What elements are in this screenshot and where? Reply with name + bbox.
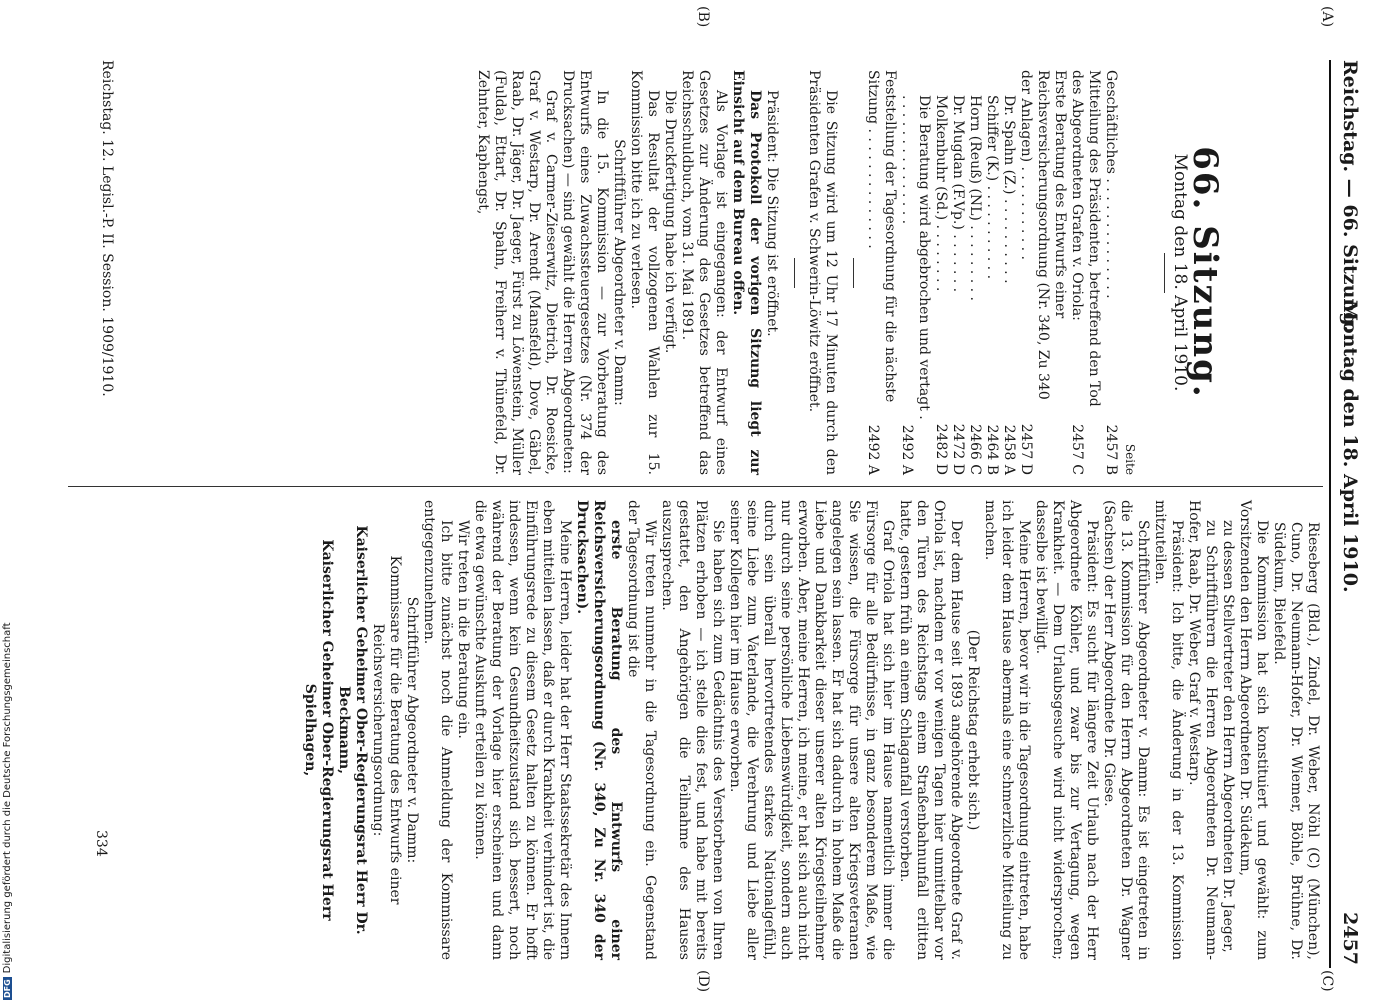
toc-entry: Erste Beratung des Entwurfs einer Reichsversicherungsordnung (Nr. 340, Zu 340 der Anlagen) . . . . . . . . . . . 2457 D (1018, 70, 1068, 475)
page-footer (93, 60, 115, 980)
paragraph: Kommissare für die Beratung des Entwurfs einer Reichsversicherungsordnung: (370, 555, 403, 905)
header-left: Reichstag. — 66. Sitzung. (1339, 60, 1361, 333)
margin-letter-d: (D) (695, 970, 711, 993)
opening-paragraph: Die Sitzung wird um 12 Uhr 17 Minuten durch den Präsidenten Grafen v. Schwerin-Löwitz eröffnet. (806, 70, 839, 475)
speaker-line: Schriftführer Abgeordneter v. Damm: (404, 596, 420, 864)
paragraph: Die Druckfertigung habe ich verfügt. (662, 90, 678, 354)
session-date: Montag den 18. April 1910. (1170, 153, 1190, 392)
paragraph: Der dem Hause seit 1893 angehörende Abgeordnete Graf v. Oriola ist, nachdem er vor wenigen Tagen hier unmittelbar vor den Türen des Reichstags einem Straßenbahnunfall erlitten hatte, gestern früh an einem Schlaganfall verstorben. (897, 500, 964, 960)
paragraph: Wir treten in die Beratung ein. (455, 520, 471, 739)
toc-entry: Mitteilung des Präsidenten, betreffend den Tod des Abgeordneten Grafen v. Oriola: 2457 C (1069, 70, 1102, 475)
toc-entry: Schiffer (K.) . . . . . . . . . . . 2464 B (984, 95, 1000, 475)
paragraph: Präsident: Ich bitte, die Änderung in der 13. Kommission mitzuteilen. (1152, 500, 1185, 960)
toc-entry: Geschäftliches . . . . . . . . . . . . . . 2457 B (1103, 70, 1119, 475)
margin-letter-c: (C) (1319, 970, 1335, 992)
paragraph: Präsident: Die Sitzung ist eröffnet. (764, 90, 780, 337)
short-rule (1164, 253, 1165, 293)
left-column (474, 70, 1321, 475)
right-column (301, 500, 1321, 960)
running-header (1335, 60, 1361, 965)
speaker-line: Schriftführer Abgeordneter v. Damm: (611, 139, 627, 406)
toc-entry: Horn (Reuß) (NL) . . . . . . . . . 2466 C (967, 95, 983, 475)
short-rule (853, 258, 854, 288)
paragraph: Präsident: Es sucht für längere Zeit Urlaub nach der Herr Abgeordnete Köhler, und zwar bis zur Vertagung, wegen Krankheit. — Dem Urlaubsgesuche wird nicht widersprochen; dasselbe ist bewilligt. (1033, 500, 1100, 960)
short-rule (794, 258, 795, 288)
footer-volume: Reichstag. 12. Legisl.-P. II. Session. 1909/1910. (99, 60, 115, 397)
paragraph: In die 15. Kommission — zur Vorberatung des Entwurfs eines Zuwachssteuergesetzes (Nr. 374 der Drucksachen) — sind gewählt die Herren Abgeordneten: (560, 70, 610, 475)
column-divider (68, 486, 1323, 487)
toc-entry: Feststellung der Tagesordnung für die nächste Sitzung . . . . . . . . . . . . . . 2492 A (865, 70, 898, 475)
member-list-continued: Rieseberg (Bld.), Zindel, Dr. Weber, Nöhl (C) (München), Cuno, Dr. Neumann-Hofer, Dr. Wiemer, Böhle, Brühne, Dr. Südekum, Bielefeld. (1271, 522, 1321, 960)
toc-entry: Molkenbuhr (Sd.) . . . . . . . . 2482 D (933, 95, 949, 475)
toc-entry: Die Beratung wird abgebrochen und vertagt . . . . . . . . . . . . . . . . 2492 A (899, 95, 932, 475)
toc-entry: Dr. Spahn (Z.) . . . . . . . . . . 2458 A (1001, 95, 1017, 475)
paragraph: Sie haben sich zum Gedächtnis des Verstorbenen von Ihren Plätzen erhoben — ich stelle dies fest, und habe mit bereits gestattet, den Angehörigen die Teilnahme des Hauses auszusprechen. (659, 500, 726, 960)
paragraph: Meine Herren, leider hat der Herr Staatssekretär des Innern eben mitteilen lassen, daß er durch Krankheit verhindert ist, die Einführungsrede zu diesem Gesetz halten zu können. Er hofft indessen, wenn kein Gesundheitszustand sich bessert, noch während der Beratung der Vorlage hier erscheinen und dann die etwa gewünschte Auskunft erteilen zu können. (472, 500, 573, 960)
commissioner-line: Kaiserlicher Geheimer Ober-Regierungsrat Herr Dr. Beckmann, (336, 525, 369, 935)
commissioner-line: Kaiserlicher Geheimer Ober-Regierungsrat Herr Spielhagen, (302, 539, 335, 921)
paragraph: Das Resultat der vollzogenen Wahlen zur 15. Kommission bitte ich zu verlesen. (628, 70, 661, 475)
paragraph: Meine Herren, bevor wir in die Tagesordnung eintreten, habe ich leider dem Hause abermals eine schmerzliche Mitteilung zu machen. (982, 500, 1032, 960)
table-of-contents (864, 70, 1119, 475)
header-rule (1329, 60, 1331, 968)
toc-entry: Dr. Mugdan (F.Vp.) . . . . . . . 2472 D (950, 95, 966, 475)
header-date: Montag den 18. April 1910. (1339, 300, 1361, 593)
dfg-logo-icon: DFG (3, 979, 12, 998)
header-page-number: 2457 (1339, 912, 1361, 965)
digitization-credit: DFGDigitalisierung gefördert durch die Deutsche Forschungsgemeinschaft (2, 622, 13, 998)
seite-label: Seite (1123, 443, 1137, 475)
paragraph: Die Kommission hat sich konstituiert und gewählt: zum Vorsitzenden den Herrn Abgeordneten Dr. Südekum, (1237, 500, 1270, 960)
member-list: Graf v. Carmer-Zieserwitz, Dietrich, Dr. Roesicke, Graf v. Westarp, Dr. Arendt (Mansfeld), Dove, Gäbel, Raab, Dr. Jäger, Dr. Jaeger, Fürst zu Löwenstein, Müller (Fulda), Ettart, Dr. Spahn, Freiherr v. Thünefeld, Dr. Zehnter, Kaphengst, (475, 70, 559, 475)
footer-sheet-number: 334 (93, 830, 109, 857)
paragraph: Wir treten nunmehr in die Tagesordnung ein. Gegenstand der Tagesordnung ist die (625, 500, 658, 960)
paragraph: Ich bitte zunächst noch die Anmeldung der Kommissare entgegenzunehmen. (421, 500, 454, 960)
agenda-item: erste Beratung des Entwurfs einer Reichsversicherungsordnung (Nr. 340, Zu Nr. 340 der Drucksachen). (574, 500, 624, 960)
paragraph: zu Schriftführern die Herren Abgeordneten Dr. Neumann-Hofer, Raab, Dr. Weber, Graf v. Westarp. (1186, 500, 1219, 960)
paragraph: Schriftführer Abgeordneter v. Damm: Es ist eingetreten in die 13. Kommission für den Herrn Abgeordneten Dr. Wagner (Sachsen) der Herr Abgeordnete Dr. Giese. (1101, 500, 1151, 960)
paragraph: zu dessen Stellvertreter den Herrn Abgeordneten Dr. Jaeger, (1220, 520, 1236, 953)
margin-letter-a: (A) (1319, 6, 1335, 28)
paragraph: Das Protokoll der vorigen Sitzung liegt zur Einsicht auf dem Bureau offen. (730, 70, 763, 475)
session-title: 66. Sitzung. (1185, 146, 1225, 399)
margin-letter-b: (B) (695, 6, 711, 28)
stage-direction: (Der Reichstag erhebt sich.) (965, 629, 981, 831)
paragraph: Graf Oriola hat sich hier im Hause namentlich immer die Fürsorge für alle Bedürfnisse, in ganz besonderem Maße, wie Sie wissen, die Fürsorge für unsere alten Kriegsveteranen angelegen sein lassen. Er hat sich dadurch in hohem Maße die Liebe und Dankbarkeit dieser unserer alten Kriegsteilnehmer erworben. Aber, meine Herren, ich meine, er hat sich auch nicht nur durch seine persönliche Liebenswürdigkeit, sondern auch durch sein überall hervortretendes starkes Nationalgefühl, seine Liebe zum Vaterlande, die Verehrung und Liebe aller seiner Kollegen hier im Hause erworben. (727, 500, 896, 960)
paragraph: Als Vorlage ist eingegangen: der Entwurf eines Gesetzes zur Änderung des Gesetzes betreffend das Reichsschuldbuch, vom 31. Mai 1891. (679, 70, 729, 475)
